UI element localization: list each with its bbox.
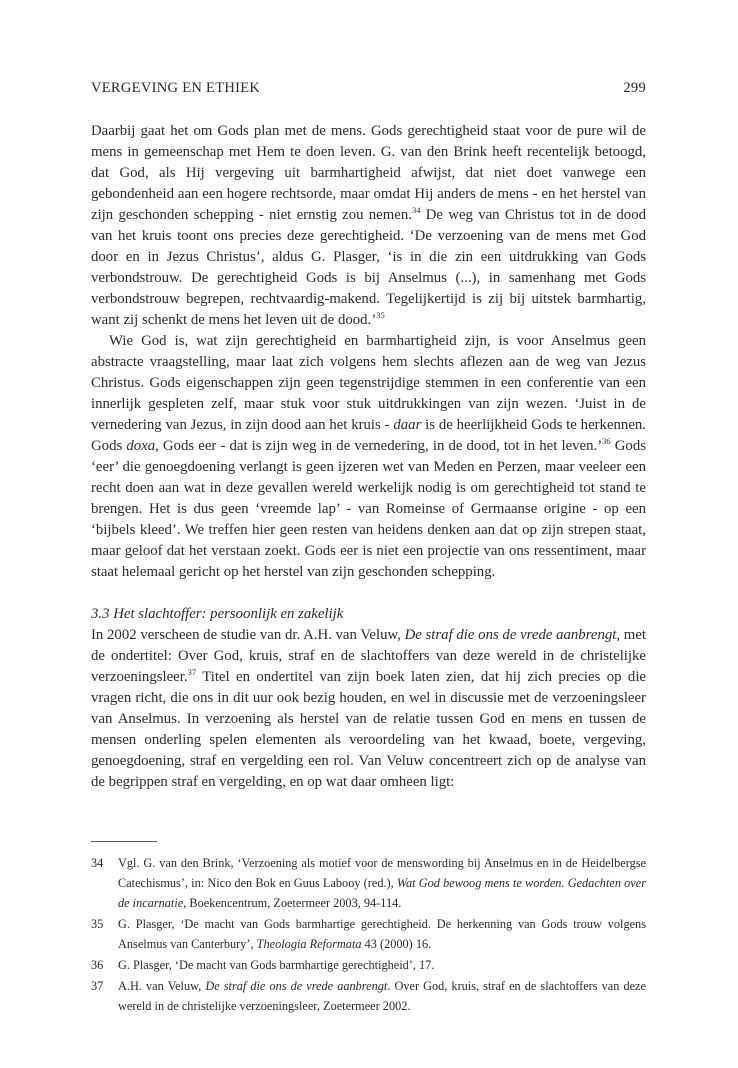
footnote-34	[91, 853, 646, 913]
paragraph-text: Daarbij gaat het om Gods plan met de mens. Gods gerechtigheid staat voor de pure wil de mens in gemeenschap met Hem te doen leven. G. van den Brink heeft recentelijk betoogd, dat God, als Hij vergeving uit barmhartigheid afwijst, dat niet doet vanwege een gebondenheid aan een hogere rechtsorde, maar omdat Hij anders de mens - en het herstel van zijn geschonden schepping - niet ernstig zou nemen.	[91, 123, 646, 223]
footnote-rule	[91, 841, 157, 842]
paragraph-text: , Gods eer - dat is zijn weg in de vernedering, in de dood, tot in het leven.’	[155, 438, 603, 454]
paragraph-3	[91, 625, 646, 793]
section-heading: 3.3 Het slachtoffer: persoonlijk en zakelijk	[91, 606, 344, 622]
emphasis-doxa: doxa	[126, 438, 156, 454]
footnote-35	[91, 914, 646, 954]
footnote-text: A.H. van Veluw,	[118, 979, 206, 993]
footnote-text: 43 (2000) 16.	[361, 937, 432, 951]
emphasis-daar: daar	[393, 417, 422, 433]
footnote-title: Theologia Reformata	[256, 937, 362, 951]
paragraph-1	[91, 121, 646, 331]
body-text	[91, 121, 646, 793]
footnote-text: . Over God, kruis, straf en de slachtoffers van deze wereld in de christelijke verzoeningsleer, Zoetermeer 2002.	[118, 979, 646, 1013]
footnote-number: 36	[91, 958, 104, 972]
paragraph-text: , met de ondertitel: Over God, kruis, straf en de slachtoffers van deze wereld in de christelijke verzoeningsleer.	[91, 627, 646, 685]
paragraph-text: De weg van Christus tot in de dood van het kruis toont ons precies deze gerechtigheid. ‘De verzoening van de mens met God door en in Jezus Christus’, aldus G. Plasger, ‘is in die zin een uitdrukking van Gods verbondstrouw. De gerechtigheid Gods is bij Anselmus (...), in samenhang met Gods verbondstrouw begrepen, rechtvaardig-makend. Tegelijkertijd is zij bij uitstek barmhartig, want zij schenkt de mens het leven uit de dood.’	[91, 207, 647, 328]
paragraph-text: Gods ‘eer’ die genoegdoening verlangt is geen ijzeren wet van Meden en Perzen, maar veeleer een recht doen aan wat in deze gevallen wereld werkelijk nodig is om gerechtigheid tot stand te brengen. Het is dus geen ‘vreemde lap’ - van Romeinse of Germaanse origine - op een ‘bijbels kleed’. We treffen hier geen resten van heidens denken aan dat op zijn strepen staat, maar geloof dat het verstaan zoekt. Gods eer is niet een projectie van ons ressentiment, maar staat helemaal gericht op het herstel van zijn geschonden schepping.	[91, 438, 646, 580]
paragraph-2	[91, 331, 646, 583]
footnote-ref-36: 36	[602, 436, 611, 447]
footnote-text: , Boekencentrum, Zoetermeer 2003, 94-114.	[183, 896, 402, 910]
paragraph-text: In 2002 verscheen de studie van dr. A.H. van Veluw,	[91, 627, 405, 643]
running-header	[91, 80, 646, 100]
page-number: 299	[623, 80, 646, 96]
footnote-37	[91, 976, 646, 1016]
footnote-text: G. Plasger, ‘De macht van Gods barmhartige gerechtigheid. De herkenning van Gods trouw volgens Anselmus van Canterbury’,	[118, 917, 646, 951]
paragraph-text: is de heerlijkheid Gods te herkennen. Gods	[91, 417, 646, 454]
footnote-number: 34	[91, 856, 104, 870]
footnote-ref-35: 35	[376, 310, 385, 321]
footnote-number: 37	[91, 979, 104, 993]
footnote-number: 35	[91, 917, 104, 931]
footnote-36	[91, 955, 646, 975]
footnote-ref-34: 34	[411, 205, 421, 216]
running-title: VERGEVING EN ETHIEK	[91, 80, 261, 96]
footnotes	[91, 853, 646, 1017]
footnote-ref-37: 37	[187, 667, 197, 678]
footnote-title: De straf die ons de vrede aanbrengt	[205, 979, 388, 993]
footnote-text: Vgl. G. van den Brink, ‘Verzoening als motief voor de menswording bij Anselmus en in de Heidelbergse Catechismus’, in: Nico den Bok en Guus Labooy (red.),	[118, 856, 646, 890]
footnote-title: Wat God bewoog mens te worden. Gedachten over de incarnatie	[118, 876, 646, 910]
paragraph-text: Titel en ondertitel van zijn boek laten zien, dat hij zich precies op die vragen richt, die ons in dit uur ook bezig houden, en wel in discussie met de verzoeningsleer van Anselmus. In verzoening als herstel van de relatie tussen God en mens en tussen de mensen onderling spelen elementen als veroordeling van het kwaad, boete, vergeving, genoegdoening, straf en vergelding een rol. Van Veluw concentreert zich op de analyse van de begrippen straf en vergelding, en op wat daar omheen ligt:	[91, 669, 646, 790]
footnote-text: G. Plasger, ‘De macht van Gods barmhartige gerechtigheid’, 17.	[118, 958, 435, 972]
book-title: De straf die ons de vrede aanbrengt	[404, 627, 617, 643]
paragraph-text: Wie God is, wat zijn gerechtigheid en barmhartigheid zijn, is voor Anselmus geen abstracte vraagstelling, maar laat zich volgens hem slechts aflezen aan de weg van Jezus Christus. Gods eigenschappen zijn geen tegenstrijdige stemmen in een conferentie van een innerlijk gespleten zelf, maar stuk voor stuk uitdrukkingen van zijn wezen. ‘Juist in de vernedering van Jezus, in zijn dood aan het kruis -	[91, 333, 646, 433]
